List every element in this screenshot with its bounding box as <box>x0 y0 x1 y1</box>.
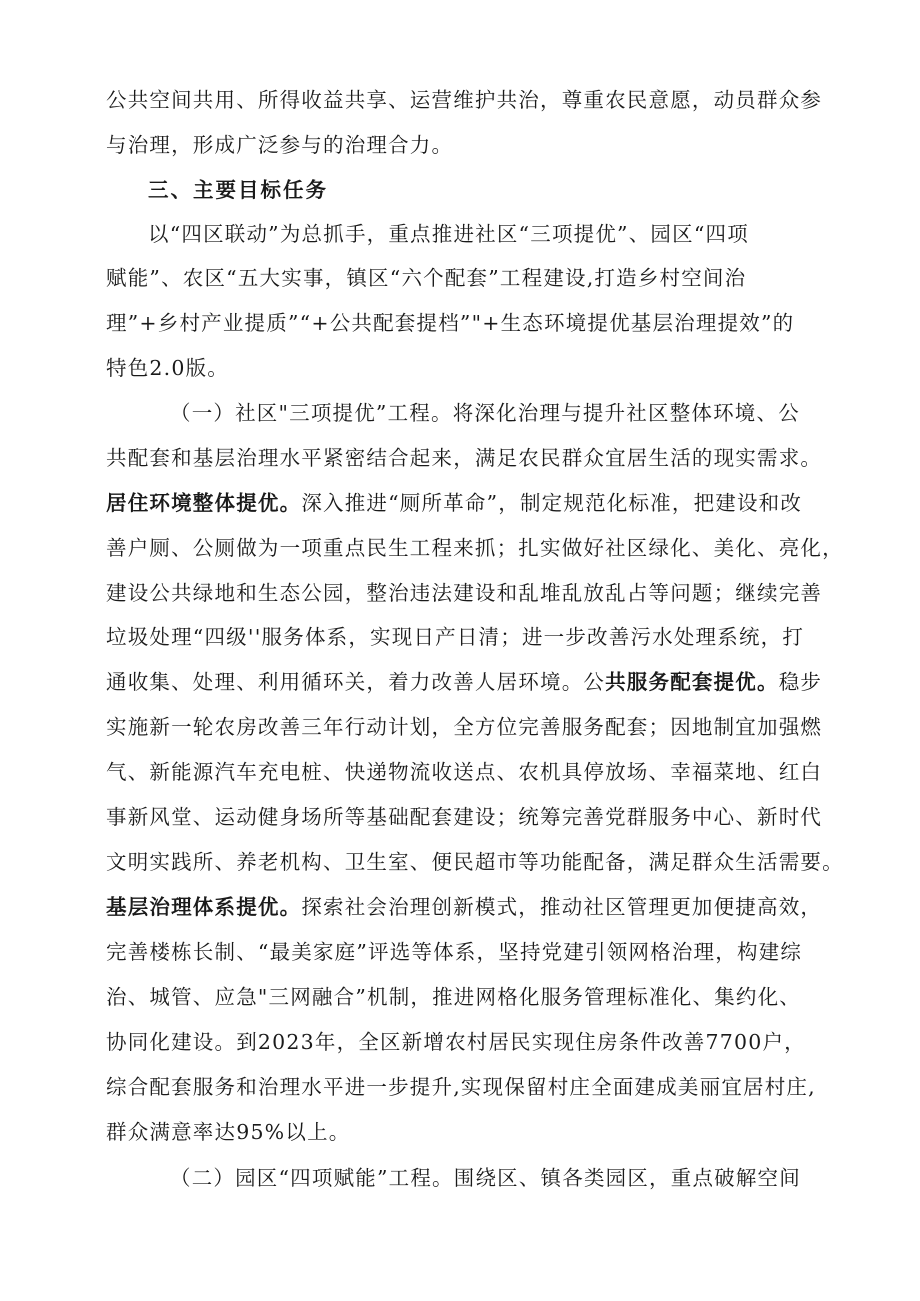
paragraph-line: 协同化建设。到2023年，全区新增农村居民实现住房条件改善7700户， <box>106 1030 806 1054</box>
paragraph-line: 理”+乡村产业提质”“+公共配套提档”"+生态环境提优基层治理提效”的 <box>106 311 795 335</box>
paragraph-line: 赋能”、农区“五大实事，镇区“六个配套”工程建设,打造乡村空间治 <box>106 266 747 290</box>
text-run: 通收集、处理、利用循环关，着力改善人居环境。公 <box>106 670 606 694</box>
paragraph-line <box>106 665 822 699</box>
paragraph-line <box>106 890 822 924</box>
bold-run: 居住环境整体提优。 <box>106 491 302 515</box>
paragraph-line: 与治理，形成广泛参与的治理合力。 <box>106 133 454 157</box>
paragraph-line: 综合配套服务和治理水平进一步提升,实现保留村庄全面建成美丽宜居村庄, <box>106 1075 816 1099</box>
paragraph-line: 事新风堂、运动健身场所等基础配套建设；统筹完善党群服务中心、新时代 <box>106 805 823 829</box>
section-heading: 三、主要目标任务 <box>148 178 328 202</box>
paragraph-line: 以“四区联动”为总抓手，重点推进社区“三项提优”、园区“四项 <box>148 222 749 246</box>
paragraph-line: 群众满意率达95%以上。 <box>106 1120 351 1144</box>
paragraph-line: 善户厕、公厕做为一项重点民生工程来抓；扎实做好社区绿化、美化、亮化， <box>106 536 844 560</box>
paragraph-line: 完善楼栋长制、“最美家庭”评选等体系，坚持党建引领网格治理，构建综 <box>106 940 803 964</box>
paragraph-line: 治、城管、应急"三网融合”机制，推进网格化服务管理标准化、集约化、 <box>106 985 802 1009</box>
paragraph-line <box>106 486 802 520</box>
paragraph-line: 气、新能源汽车充电桩、快递物流收送点、农机具停放场、幸福菜地、红白 <box>106 760 823 784</box>
bold-run: 共服务配套提优。 <box>605 670 779 694</box>
paragraph-line: 实施新一轮农房改善三年行动计划，全方位完善服务配套；因地制宜加强燃 <box>106 715 823 739</box>
paragraph-line: 共配套和基层治理水平紧密结合起来，满足农民群众宜居生活的现实需求。 <box>106 446 823 470</box>
paragraph-line: 文明实践所、养老机构、卫生室、便民超市等功能配备，满足群众生活需要。 <box>106 850 844 874</box>
text-run: 稳步 <box>778 670 823 694</box>
bold-run: 基层治理体系提优。 <box>106 895 302 919</box>
paragraph-line: 垃圾处理“四级''服务体系，实现日产日清；进一步改善污水处理系统，打 <box>106 625 805 649</box>
paragraph-line: 特色2.0版。 <box>106 356 230 380</box>
subsection-line: （一）社区"三项提优”工程。将深化治理与提升社区整体环境、公 <box>170 401 800 425</box>
paragraph-line: 公共空间共用、所得收益共享、运营维护共治，尊重农民意愿，动员群众参 <box>106 88 823 112</box>
subsection-line: （二）园区“四项赋能”工程。围绕区、镇各类园区，重点破解空间 <box>170 1166 801 1190</box>
text-run: 探索社会治理创新模式，推动社区管理更加便捷高效， <box>301 895 823 919</box>
text-run: 深入推进“厕所革命”，制定规范化标准，把建设和改 <box>301 491 803 515</box>
paragraph-line: 建设公共绿地和生态公园，整治违法建设和乱堆乱放乱占等问题；继续完善 <box>106 581 823 605</box>
